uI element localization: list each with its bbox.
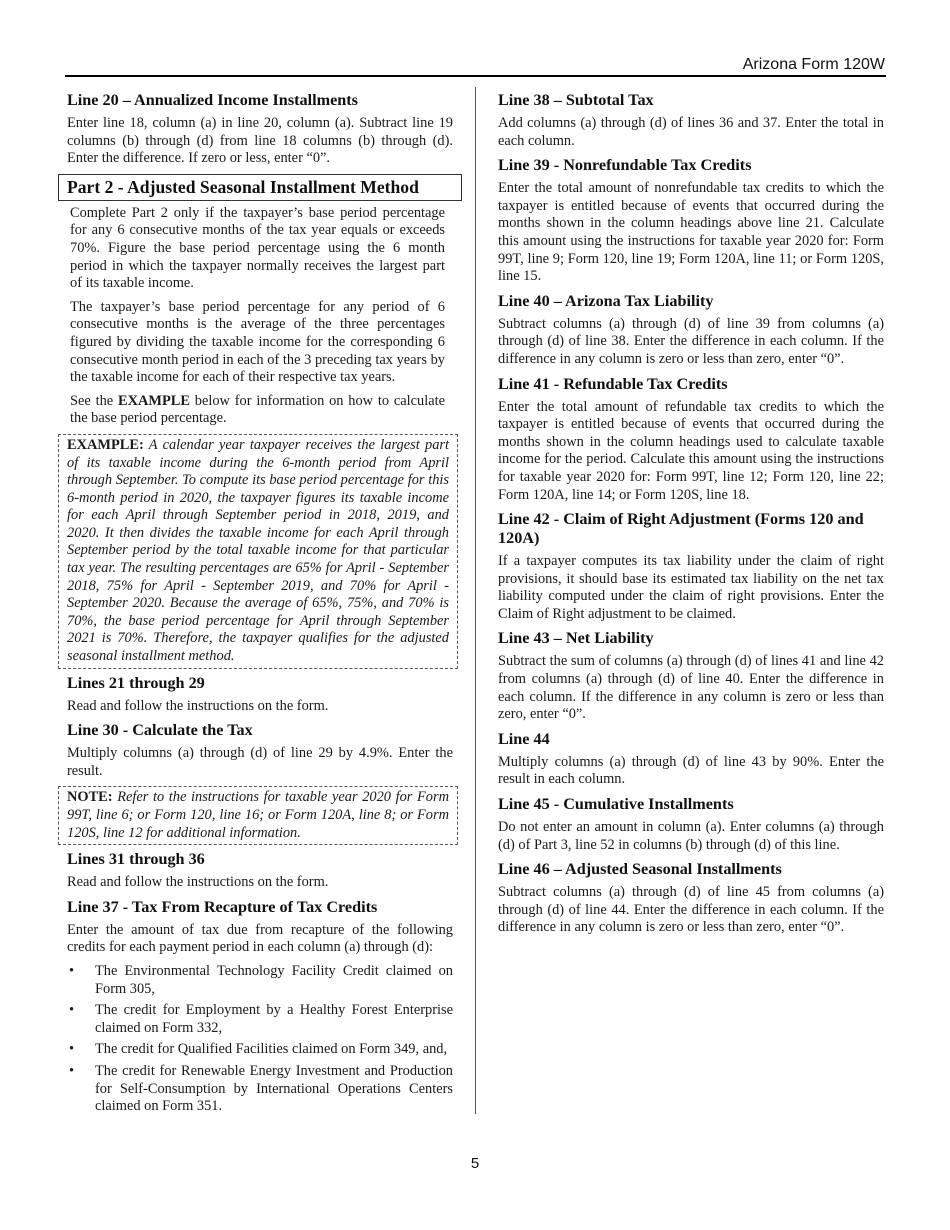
example-box	[58, 434, 458, 669]
line-44-body: Multiply columns (a) through (d) of line 43 by 90%. Enter the result in each column.	[498, 753, 884, 788]
p3-bold: EXAMPLE	[117, 392, 190, 409]
note-lead: NOTE:	[67, 789, 113, 806]
part-2-paragraph-3	[70, 393, 445, 428]
example-lead: EXAMPLE:	[67, 436, 144, 453]
line-41-body: Enter the total amount of refundable tax credits to which the taxpayer is entitled because of events that occurred during the months shown in the column headings used to calculate taxable income for the period. Calculate this amount using the instructions for taxable year 2020 for: Form 99T, line 12; Form 120, line 22; Form 120A, line 14; or Form 120S, line 18.	[498, 398, 884, 503]
p3-post: below for information on how to calculate the base period percentage.	[70, 392, 445, 427]
header-rule	[65, 75, 886, 77]
section-line-44	[498, 730, 884, 789]
bullet-icon: •	[69, 1002, 75, 1019]
section-line-40	[498, 292, 884, 369]
example-text	[67, 437, 449, 666]
section-line-20	[67, 91, 453, 168]
line-40-body: Subtract columns (a) through (d) of line 39 from columns (a) through (d) of line 38. Enter the difference in each column. If the difference in any column is zero or less than zero, enter “0”.	[498, 315, 884, 367]
lines-31-36-heading: Lines 31 through 36	[67, 850, 205, 869]
example-body: A calendar year taxpayer receives the largest part of its taxable income during the 6-month period from April through September. To compute its base period percentage for this 6-month period in 2020, the taxpayer figures its taxable income for each April through September period in 2018, 2019, and 2020. It then divides the taxable income for each April through September period by the total taxable income for that particular tax year. The resulting percentages are 65% for April - September 2018, 75% for April - September 2019, and 70% for April - September 2020. Because the average of 65%, 75%, and 70% is 70%, the base period percentage for April through September 2021 is 70%. Therefore, the taxpayer qualifies for the adjusted seasonal installment method.	[67, 436, 449, 665]
section-line-46	[498, 860, 884, 937]
line-20-heading: Line 20 – Annualized Income Installments	[67, 91, 358, 109]
section-line-42	[498, 510, 884, 623]
part-2-intro	[67, 205, 453, 428]
part-2-title-box	[58, 174, 462, 201]
part-2-title: Part 2 - Adjusted Seasonal Installment Method	[67, 176, 419, 197]
list-item-text: The Environmental Technology Facility Credit claimed on Form 305,	[95, 962, 453, 997]
line-20-body: Enter line 18, column (a) in line 20, column (a). Subtract line 19 columns (b) through (d) from line 18 columns (b) through (d). Enter the difference. If zero or less, enter “0”.	[67, 115, 453, 167]
note-body: Refer to the instructions for taxable year 2020 for Form 99T, line 6; or Form 120, line 16; or Form 120A, line 8; or Form 120S, line 12 for additional information.	[67, 789, 449, 841]
section-line-43	[498, 629, 884, 723]
line-45-heading: Line 45 - Cumulative Installments	[498, 795, 734, 814]
section-line-41	[498, 375, 884, 505]
part-2-paragraph-1: Complete Part 2 only if the taxpayer’s base period percentage for any 6 consecutive months of the tax year equals or exceeds 70%. Figure the base period percentage using the 6 month period in which the taxpayer normally receives the largest part of its taxable income.	[70, 204, 445, 292]
lines-21-29-heading: Lines 21 through 29	[67, 673, 205, 692]
column-divider	[475, 87, 476, 1114]
list-item	[67, 1002, 453, 1037]
note-text	[67, 789, 449, 842]
p3-pre: See the	[70, 392, 118, 409]
lines-31-36-body: Read and follow the instructions on the form.	[67, 874, 329, 891]
left-column	[67, 91, 453, 1122]
line-46-body: Subtract columns (a) through (d) of line 45 from columns (a) through (d) of line 44. Enter the difference in each column. If the difference in any column is zero or less than zero, enter “0”.	[498, 884, 884, 936]
line-43-heading: Line 43 – Net Liability	[498, 629, 654, 648]
list-item-text: The credit for Employment by a Healthy Forest Enterprise claimed on Form 332,	[95, 1002, 453, 1036]
line-44-heading: Line 44	[498, 729, 550, 748]
line-43-body: Subtract the sum of columns (a) through (d) of lines 41 and line 42 from columns (a) through (d) of line 40. Enter the difference in each column. If the difference in any column is zero or less than zero, enter “0”.	[498, 653, 884, 723]
section-line-39	[498, 156, 884, 286]
list-item	[67, 1041, 453, 1059]
line-39-body: Enter the total amount of nonrefundable tax credits to which the taxpayer is entitled because of events that occurred during the months shown in the column headings above line 21. Calculate this amount using the instructions for taxable year 2020 for: Form 99T, line 9; Form 120, line 19; Form 120A, line 11; or Form 120S, line 15.	[498, 180, 884, 285]
recapture-credits-list	[67, 963, 453, 1116]
line-45-body: Do not enter an amount in column (a). Enter columns (a) through (d) of Part 3, line 52 in columns (b) through (d) of this line.	[498, 819, 884, 853]
bullet-icon: •	[69, 962, 75, 979]
section-lines-31-36	[67, 850, 453, 892]
part-2-paragraph-2: The taxpayer’s base period percentage for any period of 6 consecutive months is the average of the three percentages figured by dividing the taxable income for the corresponding 6 consecutive month period in each of the 3 preceding tax years by the taxable income for each of their respective tax years.	[70, 298, 445, 386]
note-box	[58, 786, 458, 845]
line-30-heading: Line 30 - Calculate the Tax	[67, 721, 253, 740]
form-title: Arizona Form 120W	[742, 56, 885, 73]
line-46-heading: Line 46 – Adjusted Seasonal Installments	[498, 860, 782, 879]
line-38-heading: Line 38 – Subtotal Tax	[498, 91, 654, 109]
list-item-text: The credit for Qualified Facilities claimed on Form 349, and,	[95, 1041, 448, 1058]
line-37-body: Enter the amount of tax due from recapture of the following credits for each payment period in each column (a) through (d):	[67, 921, 453, 956]
section-line-30	[67, 721, 453, 780]
line-42-body: If a taxpayer computes its tax liability under the claim of right provisions, it should base its estimated tax liability on the net tax liability computed under the claim of right provisions. Enter the Claim of Right adjustment to be claimed.	[498, 553, 884, 622]
section-line-38	[498, 91, 884, 150]
section-lines-21-29	[67, 674, 453, 716]
list-item-text: The credit for Renewable Energy Investment and Production for Self-Consumption by International Operations Centers claimed on Form 351.	[95, 1062, 453, 1115]
line-40-heading: Line 40 – Arizona Tax Liability	[498, 291, 714, 310]
list-item	[67, 1063, 453, 1116]
line-38-body: Add columns (a) through (d) of lines 36 and 37. Enter the total in each column.	[498, 115, 884, 149]
line-37-heading: Line 37 - Tax From Recapture of Tax Credits	[67, 897, 378, 916]
lines-21-29-body: Read and follow the instructions on the form.	[67, 697, 329, 714]
line-41-heading: Line 41 - Refundable Tax Credits	[498, 374, 728, 393]
list-item	[67, 963, 453, 998]
line-42-heading: Line 42 - Claim of Right Adjustment (Forms 120 and 120A)	[498, 510, 864, 548]
page-number: 5	[470, 1155, 480, 1172]
line-30-body: Multiply columns (a) through (d) of line 29 by 4.9%. Enter the result.	[67, 745, 453, 779]
right-column	[498, 91, 884, 943]
section-line-45	[498, 795, 884, 854]
section-line-37	[67, 898, 453, 1116]
bullet-icon: •	[69, 1041, 75, 1058]
bullet-icon: •	[69, 1062, 75, 1079]
line-39-heading: Line 39 - Nonrefundable Tax Credits	[498, 156, 752, 175]
